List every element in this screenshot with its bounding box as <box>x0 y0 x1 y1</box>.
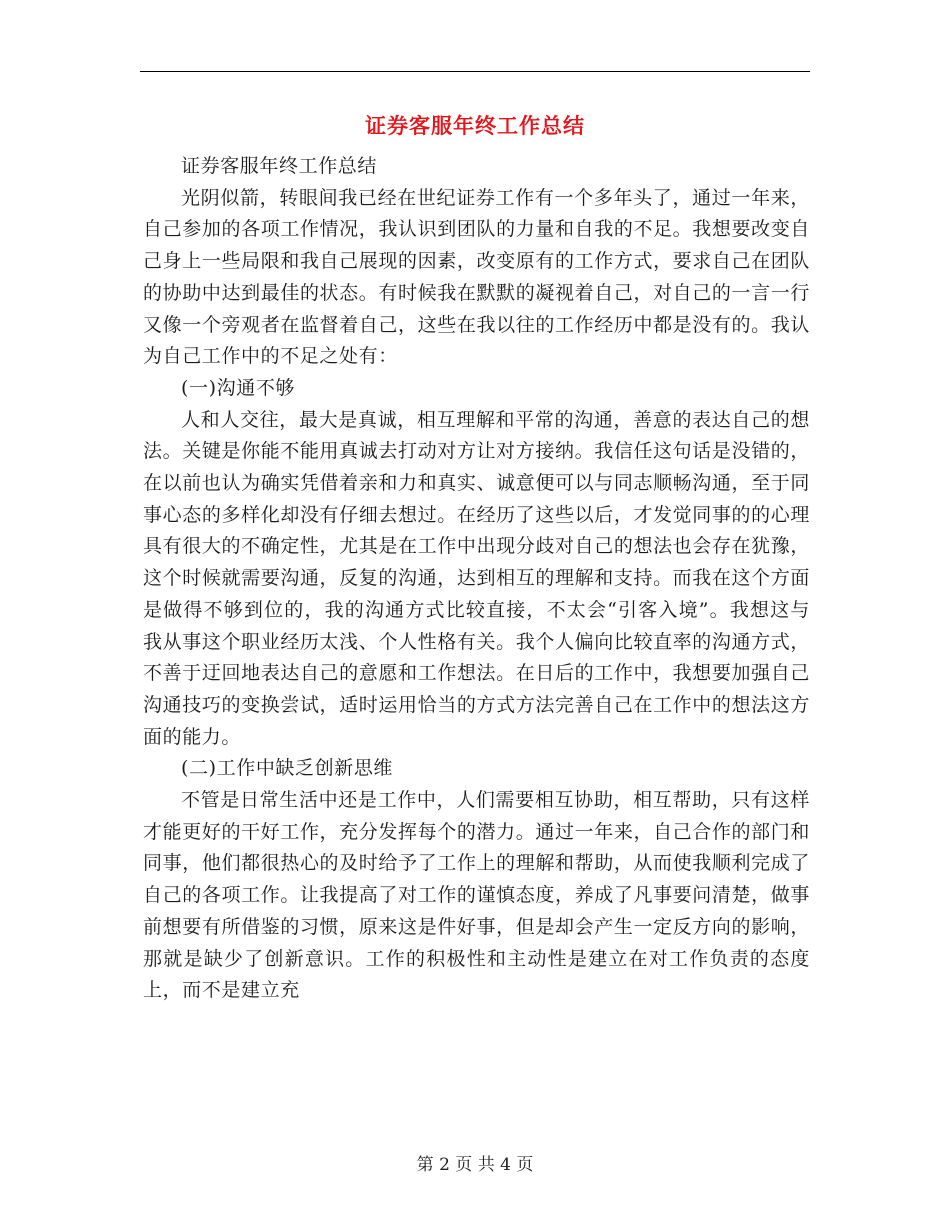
document-title: 证券客服年终工作总结 <box>365 113 585 138</box>
section-heading-innovation: (二)工作中缺乏创新思维 <box>181 757 394 780</box>
paragraph-intro: 光阴似箭，转眼间我已经在世纪证券工作有一个多年头了，通过一年来，自己参加的各项工作情况，我认识到团队的力量和自我的不足。我想要改变自己身上一些局限和我自己展现的因素，改变原有的工作方式，要求自己在团队的协助中达到最佳的状态。有时候我在默默的凝视着自己，对自己的一言一行又像一个旁观者在监督着自己，这些在我以往的工作经历中都是没有的。我认为自己工作中的不足之处有： <box>143 186 810 368</box>
page-footer: 第 2 页 共 4 页 <box>416 1155 534 1175</box>
paragraph-communication: 人和人交往，最大是真诚，相互理解和平常的沟通，善意的表达自己的想法。关键是你能不能用真诚去打动对方让对方接纳。我信任这句话是没错的，在以前也认为确实凭借着亲和力和真实、诚意便可以与同志顺畅沟通，至于同事心态的多样化却没有仔细去想过。在经历了这些以后，才发觉同事的的心理具有很大的不确定性，尤其是在工作中出现分歧对自己的想法也会存在犹豫，这个时候就需要沟通，反复的沟通，达到相互的理解和支持。而我在这个方面是做得不够到位的，我的沟通方式比较直接，不太会“引客入境”。我想这与我从事这个职业经历太浅、个人性格有关。我个人偏向比较直率的沟通方式，不善于迂回地表达自己的意愿和工作想法。在日后的工作中，我想要加强自己沟通技巧的变换尝试，适时运用恰当的方式方法完善自己在工作中的想法这方面的能力。 <box>143 408 810 748</box>
header-rule <box>140 71 810 72</box>
paragraph-subtitle: 证券客服年终工作总结 <box>181 155 378 177</box>
document-body <box>143 151 810 1007</box>
paragraph-innovation: 不管是日常生活中还是工作中，人们需要相互协助，相互帮助，只有这样才能更好的干好工作，充分发挥每个的潜力。通过一年来，自己合作的部门和同事，他们都很热心的及时给予了工作上的理解和帮助，从而使我顺利完成了自己的各项工作。让我提高了对工作的谨慎态度，养成了凡事要问清楚，做事前想要有所借鉴的习惯，原来这是件好事，但是却会产生一定反方向的影响，那就是缺少了创新意识。工作的积极性和主动性是建立在对工作负责的态度上，而不是建立充 <box>143 789 810 1002</box>
section-heading-communication: (一)沟通不够 <box>181 376 296 399</box>
